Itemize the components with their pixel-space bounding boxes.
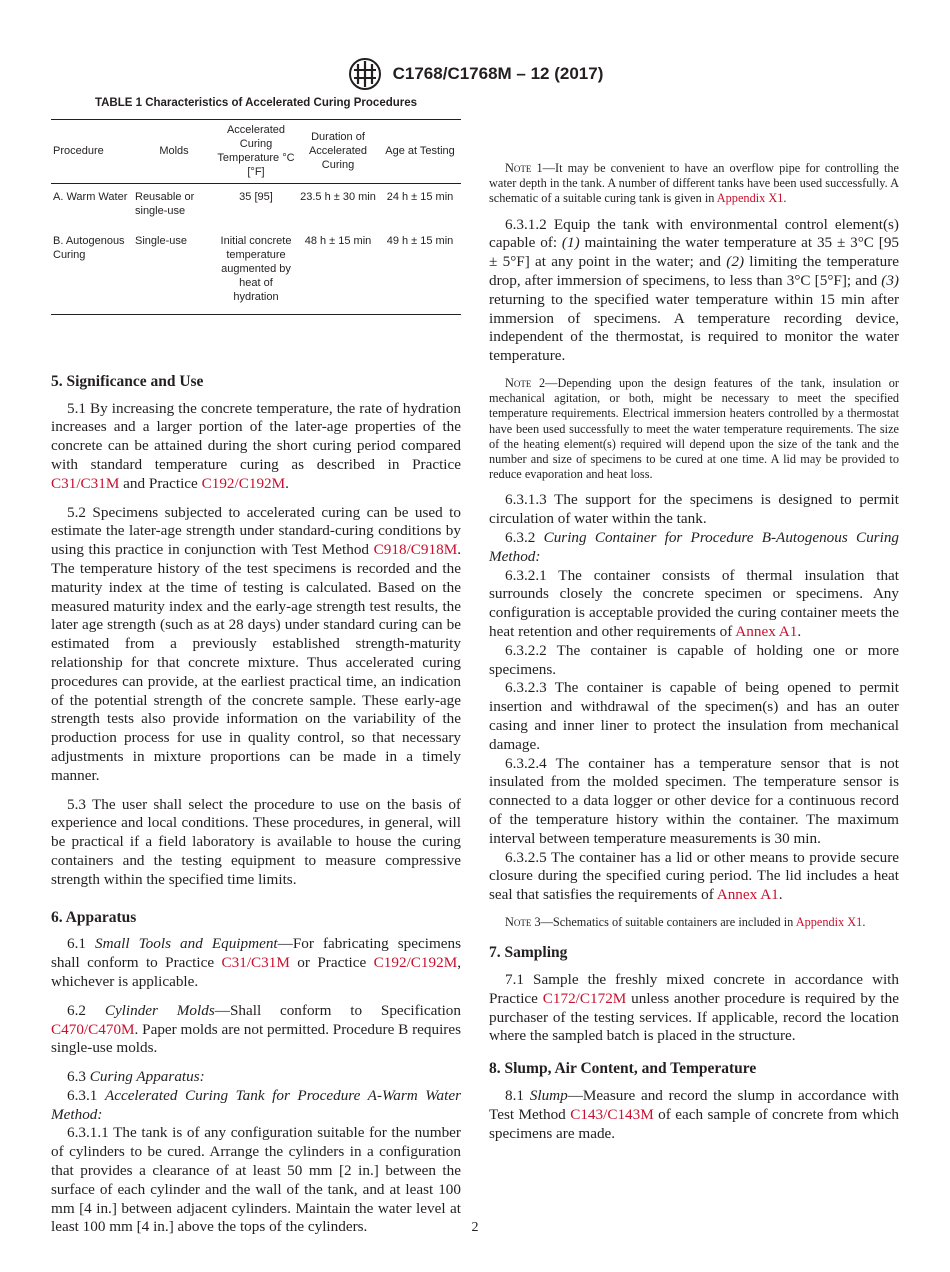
table-cell: 49 h ± 15 min [386, 234, 454, 247]
section-heading-6: 6. Apparatus [51, 908, 137, 926]
link-c918[interactable]: C918/C918M [373, 541, 458, 559]
paragraph-5-2: 5.2 Specimens subjected to accelerated curing can be used to estimate the later-age strength under standard-curing conditions by using this practice in conjunction with Test Method C918/C918M. The temperature history of the test specimens is recorded and the maturity index at the time of testing is calculated. Based on the measured maturity index and the early-age strength test results, the later age strength (such as at 28 days) under standard curing can be estimated from a previously established strength-maturity relationship for that concrete mixture. Thus accelerated curing procedures can provide, at the earliest practical time, an indication of the potential strength of the concrete sample. These early-age strength tests also provide information on the variability of the production process for use in quality control, so that necessary adjustments in mixture proportions can be made in a timely manner. [51, 503, 461, 784]
paragraph-6-3-1: 6.3.1 Accelerated Curing Tank for Procedure A-Warm Water Method: [51, 1086, 462, 1123]
paragraph-6-2: 6.2 Cylinder Molds—Shall conform to Specification C470/C470M. Paper molds are not permitted. Procedure B requires single-use molds. [51, 1001, 461, 1057]
table-cell: Single-use [135, 234, 187, 247]
table-cell: 23.5 h ± 30 min [300, 190, 376, 203]
link-c31[interactable]: C31/C31M [221, 954, 290, 972]
note-1: Note 1—It may be convenient to have an overflow pipe for controlling the water depth in the tank. A number of different tanks have been used successfully. A schematic of a suitable curing tank is given in Appendix X1. [489, 161, 899, 206]
paragraph-7-1: 7.1 Sample the freshly mixed concrete in accordance with Practice C172/C172M unless another procedure is required by the purchaser of the testing services. If applicable, record the location where the sampled batch is placed in the structure. [489, 970, 899, 1045]
standard-designation: C1768/C1768M – 12 (2017) [392, 64, 604, 83]
paragraph-6-3-2-5: 6.3.2.5 The container has a lid or other means to provide secure closure during the specified curing period. The lid includes a heat seal that satisfies the requirements of Annex A1. [489, 848, 899, 904]
paragraph-6-3-2-2: 6.3.2.2 The container is capable of holding one or more specimens. [489, 641, 899, 678]
col-header-procedure: Procedure [53, 144, 104, 157]
note-2: Note 2—Depending upon the design features of the tank, insulation or mechanical agitation, or both, might be necessary to meet the specified temperature requirements. Electrical immersion heaters controlled by a thermostat have been used successfully to meet the water temperature requirements. The size of the heating element(s) required will depend upon the size of the tank and the number and size of specimens to be cured at one time. A lid may be provided to reduce evaporation and heat loss. [489, 375, 899, 482]
section-heading-5: 5. Significance and Use [51, 372, 204, 390]
table-title: TABLE 1 Characteristics of Accelerated Curing Procedures [94, 97, 418, 109]
paragraph-6-1: 6.1 Small Tools and Equipment—For fabricating specimens shall conform to Practice C31/C31M or Practice C192/C192M, whichever is applicable. [51, 935, 462, 990]
table-cell: 24 h ± 15 min [386, 190, 454, 203]
table-cell: 48 h ± 15 min [304, 234, 372, 247]
note-3: Note 3—Schematics of suitable containers are included in Appendix X1. [505, 914, 866, 929]
paragraph-8-1: 8.1 Slump—Measure and record the slump in accordance with Test Method C143/C143M of each sample of concrete from which specimens are made. [489, 1086, 899, 1142]
page-number: 2 [471, 1220, 479, 1235]
link-c31[interactable]: C31/C31M [51, 474, 120, 492]
paragraph-6-3-2-3: 6.3.2.3 The container is capable of being opened to permit insertion and withdrawal of the specimen(s) and has an outer casing and inner liner to protect the insulation from mechanical damage. [489, 679, 899, 753]
paragraph-6-3-1-3: 6.3.1.3 The support for the specimens is designed to permit circulation of water within the tank. [489, 491, 899, 528]
table-row [51, 228, 461, 315]
astm-logo-icon [347, 56, 383, 92]
table-cell: B. Autogenous Curing [53, 234, 125, 261]
paragraph-6-3-2: 6.3.2 Curing Container for Procedure B-Autogenous Curing Method: [489, 529, 900, 565]
section-heading-8: 8. Slump, Air Content, and Temperature [489, 1060, 757, 1078]
table-cell: Reusable or single-use [135, 190, 195, 217]
link-c172[interactable]: C172/C172M [542, 989, 627, 1007]
right-column [489, 94, 899, 1143]
link-c143[interactable]: C143/C143M [570, 1105, 654, 1123]
table-header-row [51, 119, 461, 183]
paragraph-5-1: 5.1 By increasing the concrete temperature, the rate of hydration increases and a larger portion of the later-age properties of the concrete can be attained during the short curing period compared with standard temperature curing as described in Practice C31/C31M and Practice C192/C192M. [51, 399, 461, 492]
paragraph-6-3-1-2: 6.3.1.2 Equip the tank with environmental control element(s) capable of: (1) maintaining the water temperature at 35 ± 3°C [95 ± 5°F] at any point in the water; and (2) limiting the temperature drop, after immersion of specimens, to less than 3°C [5°F]; and (3) returning to the specified water temperature within 15 min after immersion of specimens. A temperature recording device, independent of the thermostat, is required to monitor the water temperature. [489, 215, 900, 365]
table-cell: 35 [95] [239, 190, 273, 203]
table-cell: A. Warm Water [53, 190, 128, 203]
table-cell: Initial concrete temperature augmented by heat of hydration [220, 234, 292, 303]
paragraph-6-3-2-1: 6.3.2.1 The container consists of thermal insulation that surrounds closely the concrete specimen or specimens. Any configuration is acceptable provided the curing container meets the heat retention and other requirements of Annex A1. [489, 566, 899, 640]
curing-procedures-table [51, 119, 461, 315]
link-c192[interactable]: C192/C192M [373, 954, 458, 972]
col-header-age: Age at Testing [385, 144, 455, 157]
paragraph-6-3: 6.3 Curing Apparatus: [67, 1068, 205, 1086]
link-appendix-x1[interactable]: Appendix X1 [795, 914, 863, 929]
left-column [51, 92, 461, 1237]
col-header-duration: Duration of Accelerated Curing [308, 130, 368, 171]
col-header-temperature: Accelerated Curing Temperature °C [°F] [217, 123, 295, 178]
link-appendix-x1[interactable]: Appendix X1 [716, 191, 784, 206]
paragraph-6-3-2-4: 6.3.2.4 The container has a temperature sensor that is not insulated from the molded specimen. The temperature sensor is connected to a data logger or other device for a continuous record of the temperature history within the container. The maximum interval between temperature measurements is 30 min. [489, 754, 899, 847]
link-annex-a1[interactable]: Annex A1 [735, 622, 798, 640]
link-c192[interactable]: C192/C192M [201, 474, 286, 492]
col-header-molds: Molds [159, 144, 189, 157]
paragraph-5-3: 5.3 The user shall select the procedure to use on the basis of experience and local conditions. These procedures, in general, will be practical if a field laboratory is available to house the curing containers and the testing equipment to measure compressive strength within the specified time limits. [51, 795, 461, 888]
table-row [51, 183, 461, 228]
paragraph-6-3-1-1: 6.3.1.1 The tank is of any configuration suitable for the number of cylinders to be cured. Arrange the cylinders in a configuration that provides a clearance of at least 50 mm [2 in.] between the surface of each cylinder and the wall of the tank, and at least 100 mm [4 in.] between adjacent cylinders. Maintain the water level at least 100 mm [4 in.] above the tops of the cylinders. [51, 1124, 461, 1236]
section-heading-7: 7. Sampling [489, 944, 568, 962]
page-header [0, 56, 950, 92]
link-c470[interactable]: C470/C470M [51, 1020, 135, 1038]
link-annex-a1[interactable]: Annex A1 [716, 886, 779, 904]
